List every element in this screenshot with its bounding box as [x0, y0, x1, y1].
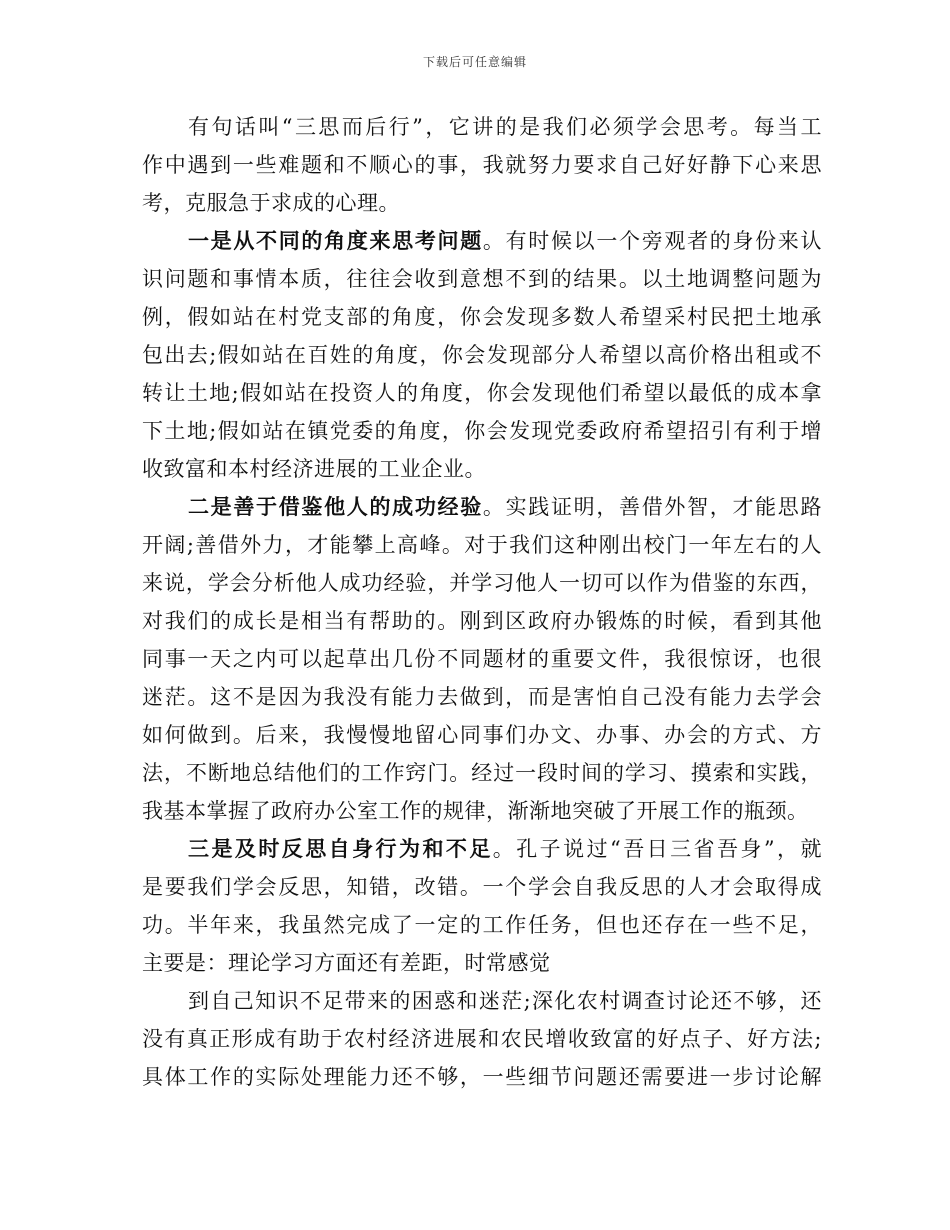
paragraph-2-line-1-text: 。有时候以一个旁观者的身份来认: [482, 229, 822, 253]
paragraph-5-line-2: 没有真正形成有助于农村经济进展和农民增收致富的好点子、好方法;: [142, 1027, 822, 1051]
paragraph-4-heading: 三是及时反思自身行为和不足: [188, 836, 493, 861]
paragraph-5-line-3: 具体工作的实际处理能力还不够，一些细节问题还需要进一步讨论解: [142, 1065, 822, 1089]
paragraph-3-line-3: 来说，学会分析他人成功经验，并学习他人一切可以作为借鉴的东西，: [142, 571, 822, 595]
paragraph-4-line-1: [142, 830, 822, 868]
paragraph-2-line-4: 包出去;假如站在百姓的角度，你会发现部分人希望以高价格出租或不: [142, 343, 822, 367]
paragraph-5-line-1: 到自己知识不足带来的困惑和迷茫;深化农村调查讨论还不够，还: [188, 989, 822, 1013]
paragraph-1-line-3: 考，克服急于求成的心理。: [142, 191, 400, 215]
paragraph-2-line-2: 识问题和事情本质，往往会收到意想不到的结果。以土地调整问题为: [142, 267, 822, 291]
paragraph-2-line-5: 转让土地;假如站在投资人的角度，你会发现他们希望以最低的成本拿: [142, 381, 822, 405]
paragraph-3-line-6: 迷茫。这不是因为我没有能力去做到，而是害怕自己没有能力去学会: [142, 685, 822, 709]
paragraph-3-line-1-text: 。实践证明，善借外智，才能思路: [482, 495, 822, 519]
paragraph-3-line-9: 我基本掌握了政府办公室工作的规律，渐渐地突破了开展工作的瓶颈。: [142, 799, 809, 823]
page-header-note: 下载后可任意编辑: [422, 55, 527, 69]
paragraph-4-line-1-text: 。孔子说过“吾日三省吾身”，就: [492, 837, 822, 861]
paragraph-3-line-5: 同事一天之内可以起草出几份不同题材的重要文件，我很惊讶，也很: [142, 647, 822, 671]
paragraph-3-line-1: [142, 488, 822, 526]
paragraph-1-line-1: 有句话叫“三思而后行”，它讲的是我们必须学会思考。每当工: [188, 115, 822, 139]
paragraph-3-line-2: 开阔;善借外力，才能攀上高峰。对于我们这种刚出校门一年左右的人: [142, 533, 822, 557]
paragraph-3-line-4: 对我们的成长是相当有帮助的。刚到区政府办锻炼的时候，看到其他: [142, 609, 822, 633]
paragraph-3-line-7: 如何做到。后来，我慢慢地留心同事们办文、办事、办会的方式、方: [142, 723, 822, 747]
paragraph-2-heading: 一是从不同的角度来思考问题: [188, 228, 483, 253]
paragraph-1-line-2: 作中遇到一些难题和不顺心的事，我就努力要求自己好好静下心来思: [142, 153, 822, 177]
paragraph-4-line-4: 主要是：理论学习方面还有差距，时常感觉: [142, 951, 551, 975]
paragraph-2-line-7: 收致富和本村经济进展的工业企业。: [142, 457, 486, 481]
paragraph-2-line-6: 下土地;假如站在镇党委的角度，你会发现党委政府希望招引有利于增: [142, 419, 822, 443]
paragraph-4-line-2: 是要我们学会反思，知错，改错。一个学会自我反思的人才会取得成: [142, 875, 822, 899]
document-body: [142, 108, 822, 1096]
paragraph-3-line-8: 法，不断地总结他们的工作窍门。经过一段时间的学习、摸索和实践，: [142, 761, 822, 785]
paragraph-4-line-3: 功。半年来，我虽然完成了一定的工作任务，但也还存在一些不足，: [142, 913, 822, 937]
paragraph-3-heading: 二是善于借鉴他人的成功经验: [188, 494, 483, 519]
paragraph-2-line-1: [142, 222, 822, 260]
paragraph-2-line-3: 例，假如站在村党支部的角度，你会发现多数人希望采村民把土地承: [142, 305, 822, 329]
